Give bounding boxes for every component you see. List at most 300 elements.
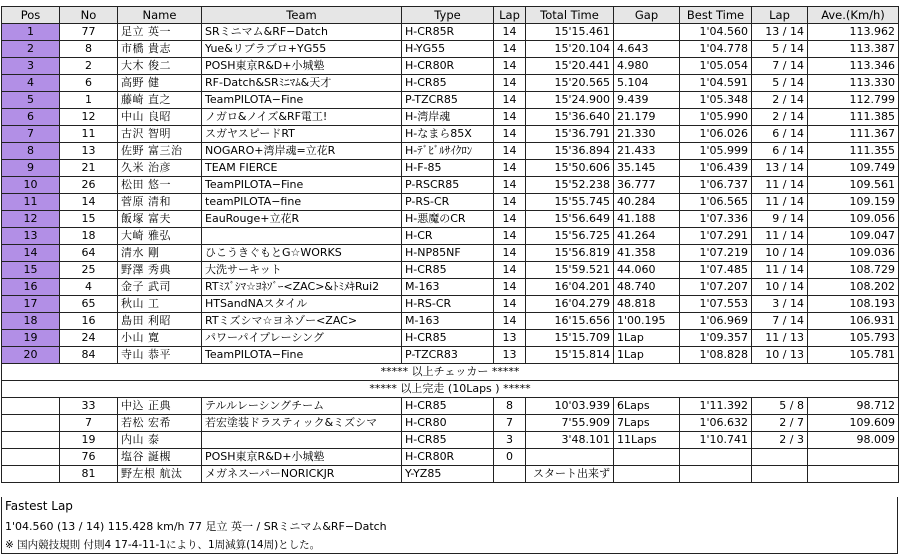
result-row	[2, 466, 899, 483]
cell-best-lap: 2 / 3	[752, 432, 808, 449]
cell-average-speed: 109.056	[808, 211, 899, 228]
cell-total-time: 15'56.725	[526, 228, 614, 245]
cell-average-speed: 109.609	[808, 415, 899, 432]
cell-name: 小山 寛	[118, 330, 202, 347]
cell-total-time: 15'52.238	[526, 177, 614, 194]
result-row	[2, 313, 899, 330]
cell-gap	[614, 24, 680, 41]
cell-best-time: 1'06.737	[680, 177, 752, 194]
cell-name: 中山 良昭	[118, 109, 202, 126]
checker-note-row	[2, 364, 899, 381]
cell-total-time: 15'36.640	[526, 109, 614, 126]
cell-no: 14	[60, 194, 118, 211]
cell-best-lap: 10 / 14	[752, 279, 808, 296]
cell-best-lap: 11 / 14	[752, 228, 808, 245]
cell-name: 藤崎 直之	[118, 92, 202, 109]
col-type: Type	[402, 7, 494, 24]
result-row	[2, 58, 899, 75]
cell-name: 高野 健	[118, 75, 202, 92]
cell-lap: 14	[494, 75, 526, 92]
cell-type: H-CR	[402, 228, 494, 245]
cell-lap: 14	[494, 245, 526, 262]
cell-best-lap: 10 / 13	[752, 347, 808, 364]
cell-pos: 3	[2, 58, 60, 75]
cell-total-time: 15'24.900	[526, 92, 614, 109]
cell-total-time: 15'59.521	[526, 262, 614, 279]
cell-gap: 1'00.195	[614, 313, 680, 330]
fastest-lap-detail: 1'04.560 (13 / 14) 115.428 km/h 77 足立 英一 / SRミニマム&RF−Datch	[5, 520, 387, 533]
cell-pos	[2, 466, 60, 483]
cell-type: H-悪魔のCR	[402, 211, 494, 228]
cell-type: H-ﾃﾞﾋﾞﾙｻｲｸﾛﾝ	[402, 143, 494, 160]
cell-lap: 14	[494, 58, 526, 75]
cell-lap: 14	[494, 126, 526, 143]
cell-lap: 14	[494, 160, 526, 177]
result-row	[2, 24, 899, 41]
cell-lap: 14	[494, 262, 526, 279]
cell-lap: 8	[494, 398, 526, 415]
col-lap: Lap	[494, 7, 526, 24]
results-table	[1, 6, 899, 483]
cell-average-speed: 113.962	[808, 24, 899, 41]
cell-pos: 14	[2, 245, 60, 262]
cell-lap: 14	[494, 143, 526, 160]
cell-average-speed: 109.561	[808, 177, 899, 194]
cell-no: 64	[60, 245, 118, 262]
cell-pos: 13	[2, 228, 60, 245]
cell-team: NOGARO+湾岸魂=立花R	[202, 143, 402, 160]
cell-best-lap: 5 / 14	[752, 41, 808, 58]
cell-gap: 21.433	[614, 143, 680, 160]
cell-type: H-CR80R	[402, 58, 494, 75]
cell-pos: 4	[2, 75, 60, 92]
cell-no: 7	[60, 415, 118, 432]
cell-lap: 14	[494, 24, 526, 41]
cell-total-time: 16'04.279	[526, 296, 614, 313]
result-row	[2, 228, 899, 245]
cell-average-speed: 109.749	[808, 160, 899, 177]
cell-lap: 13	[494, 347, 526, 364]
cell-type: H-RS-CR	[402, 296, 494, 313]
cell-best-lap: 9 / 14	[752, 211, 808, 228]
cell-pos: 10	[2, 177, 60, 194]
cell-best-time: 1'07.207	[680, 279, 752, 296]
cell-lap: 14	[494, 109, 526, 126]
result-row	[2, 347, 899, 364]
cell-gap: 1Lap	[614, 347, 680, 364]
cell-total-time: 7'55.909	[526, 415, 614, 432]
cell-type: P-RSCR85	[402, 177, 494, 194]
cell-type: H-CR85	[402, 432, 494, 449]
cell-name: 飯塚 富夫	[118, 211, 202, 228]
result-row	[2, 330, 899, 347]
cell-lap: 13	[494, 330, 526, 347]
cell-team: EauRouge+立花R	[202, 211, 402, 228]
result-row	[2, 211, 899, 228]
cell-team: TeamPILOTA−Fine	[202, 177, 402, 194]
cell-no: 18	[60, 228, 118, 245]
cell-name: 野澤 秀典	[118, 262, 202, 279]
cell-team: 大洗サーキット	[202, 262, 402, 279]
cell-best-time: 1'06.565	[680, 194, 752, 211]
cell-team: スガヤスピードRT	[202, 126, 402, 143]
cell-total-time: 15'56.819	[526, 245, 614, 262]
cell-best-lap: 5 / 14	[752, 75, 808, 92]
cell-pos: 17	[2, 296, 60, 313]
cell-no: 16	[60, 313, 118, 330]
cell-lap	[494, 466, 526, 483]
cell-pos: 11	[2, 194, 60, 211]
result-row	[2, 296, 899, 313]
cell-gap: 40.284	[614, 194, 680, 211]
cell-pos: 12	[2, 211, 60, 228]
cell-name: 寺山 恭平	[118, 347, 202, 364]
cell-best-time: 1'07.336	[680, 211, 752, 228]
cell-best-time: 1'05.990	[680, 109, 752, 126]
cell-name: 大崎 雅弘	[118, 228, 202, 245]
col-best-time: Best Time	[680, 7, 752, 24]
header-row	[2, 7, 899, 24]
cell-average-speed: 113.387	[808, 41, 899, 58]
cell-team: HTSandNAスタイル	[202, 296, 402, 313]
cell-gap: 7Laps	[614, 415, 680, 432]
result-row	[2, 109, 899, 126]
cell-best-time: 1'04.778	[680, 41, 752, 58]
cell-team	[202, 432, 402, 449]
cell-total-time: 15'50.606	[526, 160, 614, 177]
cell-team: RTミズシマ☆ヨネゾー<ZAC>	[202, 313, 402, 330]
cell-average-speed: 111.385	[808, 109, 899, 126]
cell-no: 24	[60, 330, 118, 347]
cell-total-time: 3'48.101	[526, 432, 614, 449]
cell-no: 81	[60, 466, 118, 483]
cell-best-time	[680, 449, 752, 466]
cell-total-time: 15'15.814	[526, 347, 614, 364]
cell-best-lap: 10 / 14	[752, 245, 808, 262]
cell-best-time	[680, 466, 752, 483]
cell-team: ひこうきぐもとG☆WORKS	[202, 245, 402, 262]
cell-team: POSH東京R&D+小城塾	[202, 58, 402, 75]
cell-best-time: 1'07.485	[680, 262, 752, 279]
cell-type: H-CR80R	[402, 449, 494, 466]
cell-team: TeamPILOTA−Fine	[202, 92, 402, 109]
cell-average-speed: 98.009	[808, 432, 899, 449]
cell-type: H-F-85	[402, 160, 494, 177]
cell-no: 19	[60, 432, 118, 449]
cell-no: 65	[60, 296, 118, 313]
cell-average-speed: 109.047	[808, 228, 899, 245]
notes	[2, 364, 899, 398]
cell-pos: 7	[2, 126, 60, 143]
cell-gap: 5.104	[614, 75, 680, 92]
cell-average-speed: 105.793	[808, 330, 899, 347]
cell-type: H-CR85	[402, 75, 494, 92]
cell-no: 4	[60, 279, 118, 296]
cell-no: 26	[60, 177, 118, 194]
cell-team: 若宏塗装ドラスティック&ミズシマ	[202, 415, 402, 432]
cell-total-time: スタート出来ず	[526, 466, 614, 483]
cell-lap: 0	[494, 449, 526, 466]
cell-pos: 19	[2, 330, 60, 347]
cell-pos: 1	[2, 24, 60, 41]
cell-name: 若松 宏希	[118, 415, 202, 432]
cell-type: P-TZCR85	[402, 92, 494, 109]
cell-gap: 11Laps	[614, 432, 680, 449]
cell-type: M-163	[402, 313, 494, 330]
cell-type: H-CR85	[402, 398, 494, 415]
cell-gap	[614, 449, 680, 466]
cell-pos	[2, 432, 60, 449]
cell-team: Yue&リブラブロ+YG55	[202, 41, 402, 58]
cell-gap: 48.740	[614, 279, 680, 296]
cell-name: 菅原 清和	[118, 194, 202, 211]
fastest-lap-title: Fastest Lap	[5, 499, 73, 513]
cell-total-time: 15'36.791	[526, 126, 614, 143]
cell-best-lap: 7 / 14	[752, 313, 808, 330]
cell-gap: 21.179	[614, 109, 680, 126]
cell-no: 33	[60, 398, 118, 415]
cell-total-time: 15'15.709	[526, 330, 614, 347]
col-no: No	[60, 7, 118, 24]
cell-total-time: 16'15.656	[526, 313, 614, 330]
cell-best-time: 1'08.828	[680, 347, 752, 364]
cell-total-time: 15'36.894	[526, 143, 614, 160]
cell-name: 内山 泰	[118, 432, 202, 449]
cell-best-lap: 7 / 14	[752, 58, 808, 75]
cell-team: メガネスーパーNORICKJR	[202, 466, 402, 483]
cell-best-lap: 11 / 14	[752, 177, 808, 194]
cell-lap: 14	[494, 41, 526, 58]
cell-best-time: 1'06.969	[680, 313, 752, 330]
cell-team: ノガロ&ノイズ&RF電工!	[202, 109, 402, 126]
cell-total-time	[526, 449, 614, 466]
cell-pos: 2	[2, 41, 60, 58]
cell-best-time: 1'05.348	[680, 92, 752, 109]
cell-average-speed: 108.202	[808, 279, 899, 296]
cell-lap: 7	[494, 415, 526, 432]
cell-type: P-RS-CR	[402, 194, 494, 211]
cell-lap: 3	[494, 432, 526, 449]
cell-gap: 21.330	[614, 126, 680, 143]
cell-type: H-CR85R	[402, 24, 494, 41]
cell-best-time: 1'09.357	[680, 330, 752, 347]
cell-team	[202, 228, 402, 245]
cell-average-speed: 113.346	[808, 58, 899, 75]
cell-name: 佐野 富三治	[118, 143, 202, 160]
cell-gap: 35.145	[614, 160, 680, 177]
cell-team: TEAM FIERCE	[202, 160, 402, 177]
cell-name: 市橋 貴志	[118, 41, 202, 58]
cell-no: 13	[60, 143, 118, 160]
unclassified-rows	[2, 398, 899, 483]
cell-no: 15	[60, 211, 118, 228]
col-gap: Gap	[614, 7, 680, 24]
cell-pos: 20	[2, 347, 60, 364]
result-row	[2, 177, 899, 194]
cell-pos	[2, 449, 60, 466]
col-average-speed: Ave.(Km/h)	[808, 7, 899, 24]
cell-name: 野左根 航汰	[118, 466, 202, 483]
cell-type: P-TZCR83	[402, 347, 494, 364]
cell-best-time: 1'10.741	[680, 432, 752, 449]
cell-type: M-163	[402, 279, 494, 296]
cell-type: H-なまら85X	[402, 126, 494, 143]
cell-average-speed: 112.799	[808, 92, 899, 109]
cell-gap: 36.777	[614, 177, 680, 194]
cell-lap: 14	[494, 177, 526, 194]
cell-name: 秋山 工	[118, 296, 202, 313]
cell-gap	[614, 466, 680, 483]
cell-total-time: 15'56.649	[526, 211, 614, 228]
cell-best-lap	[752, 466, 808, 483]
result-row	[2, 432, 899, 449]
cell-best-lap: 13 / 14	[752, 160, 808, 177]
result-row	[2, 92, 899, 109]
cell-total-time: 15'20.441	[526, 58, 614, 75]
finish-note-row	[2, 381, 899, 398]
cell-best-lap	[752, 449, 808, 466]
cell-type: Y-YZ85	[402, 466, 494, 483]
cell-lap: 14	[494, 194, 526, 211]
result-row	[2, 160, 899, 177]
result-row	[2, 126, 899, 143]
cell-no: 6	[60, 75, 118, 92]
cell-average-speed: 109.036	[808, 245, 899, 262]
cell-type: H-YG55	[402, 41, 494, 58]
cell-gap: 1Lap	[614, 330, 680, 347]
result-row	[2, 262, 899, 279]
cell-best-lap: 3 / 14	[752, 296, 808, 313]
cell-best-lap: 6 / 14	[752, 126, 808, 143]
cell-lap: 14	[494, 313, 526, 330]
cell-average-speed	[808, 449, 899, 466]
result-row	[2, 415, 899, 432]
cell-total-time: 16'04.201	[526, 279, 614, 296]
cell-average-speed	[808, 466, 899, 483]
cell-pos: 16	[2, 279, 60, 296]
cell-best-time: 1'11.392	[680, 398, 752, 415]
col-best-lap: Lap	[752, 7, 808, 24]
cell-team: テルルレーシングチーム	[202, 398, 402, 415]
cell-type: H-CR80	[402, 415, 494, 432]
cell-name: 松田 悠一	[118, 177, 202, 194]
cell-gap: 9.439	[614, 92, 680, 109]
cell-best-time: 1'05.999	[680, 143, 752, 160]
cell-team: パワーパイプレーシング	[202, 330, 402, 347]
cell-lap: 14	[494, 296, 526, 313]
cell-pos: 6	[2, 109, 60, 126]
cell-type: H-NP85NF	[402, 245, 494, 262]
cell-best-lap: 5 / 8	[752, 398, 808, 415]
cell-total-time: 15'15.461	[526, 24, 614, 41]
cell-pos: 18	[2, 313, 60, 330]
cell-name: 中込 正典	[118, 398, 202, 415]
cell-total-time: 15'20.104	[526, 41, 614, 58]
cell-name: 島田 利昭	[118, 313, 202, 330]
result-row	[2, 449, 899, 466]
cell-gap: 44.060	[614, 262, 680, 279]
cell-team: TeamPILOTA−Fine	[202, 347, 402, 364]
fastest-lap-box	[1, 497, 898, 554]
cell-pos: 5	[2, 92, 60, 109]
cell-name: 清水 剛	[118, 245, 202, 262]
cell-no: 2	[60, 58, 118, 75]
cell-name: 古沢 智明	[118, 126, 202, 143]
cell-average-speed: 105.781	[808, 347, 899, 364]
cell-name: 金子 武司	[118, 279, 202, 296]
cell-average-speed: 109.159	[808, 194, 899, 211]
cell-type: H-CR85	[402, 330, 494, 347]
cell-no: 12	[60, 109, 118, 126]
cell-best-lap: 11 / 14	[752, 194, 808, 211]
cell-pos: 15	[2, 262, 60, 279]
cell-total-time: 10'03.939	[526, 398, 614, 415]
cell-no: 76	[60, 449, 118, 466]
cell-pos: 8	[2, 143, 60, 160]
cell-name: 塩谷 誕槻	[118, 449, 202, 466]
cell-best-lap: 2 / 14	[752, 109, 808, 126]
cell-average-speed: 108.729	[808, 262, 899, 279]
cell-average-speed: 106.931	[808, 313, 899, 330]
finish-note: ***** 以上完走 (10Laps ) *****	[2, 381, 899, 398]
cell-no: 8	[60, 41, 118, 58]
result-row	[2, 194, 899, 211]
cell-gap: 48.818	[614, 296, 680, 313]
cell-team: RTﾐｽﾞｼﾏ☆ﾖﾈｿﾞｰ<ZAC>&ﾄﾐﾒｷRui2	[202, 279, 402, 296]
result-row	[2, 143, 899, 160]
cell-best-lap: 2 / 7	[752, 415, 808, 432]
col-pos: Pos	[2, 7, 60, 24]
col-total-time: Total Time	[526, 7, 614, 24]
cell-best-lap: 11 / 13	[752, 330, 808, 347]
cell-type: H-CR85	[402, 262, 494, 279]
cell-best-time: 1'07.553	[680, 296, 752, 313]
cell-gap: 4.980	[614, 58, 680, 75]
cell-best-lap: 6 / 14	[752, 143, 808, 160]
cell-no: 25	[60, 262, 118, 279]
cell-type: H-湾岸魂	[402, 109, 494, 126]
cell-lap: 14	[494, 92, 526, 109]
cell-average-speed: 111.355	[808, 143, 899, 160]
cell-best-lap: 2 / 14	[752, 92, 808, 109]
cell-gap: 41.264	[614, 228, 680, 245]
cell-no: 11	[60, 126, 118, 143]
cell-no: 84	[60, 347, 118, 364]
cell-name: 久米 治彦	[118, 160, 202, 177]
cell-pos: 9	[2, 160, 60, 177]
cell-team: SRミニマム&RF−Datch	[202, 24, 402, 41]
cell-lap: 14	[494, 228, 526, 245]
classified-rows	[2, 24, 899, 364]
cell-best-time: 1'07.219	[680, 245, 752, 262]
cell-lap: 14	[494, 279, 526, 296]
cell-name: 大木 俊二	[118, 58, 202, 75]
col-name: Name	[118, 7, 202, 24]
result-row	[2, 41, 899, 58]
cell-name: 足立 英一	[118, 24, 202, 41]
cell-best-time: 1'06.439	[680, 160, 752, 177]
cell-average-speed: 98.712	[808, 398, 899, 415]
result-row	[2, 279, 899, 296]
cell-team: teamPILOTA−fine	[202, 194, 402, 211]
cell-pos	[2, 398, 60, 415]
cell-lap: 14	[494, 211, 526, 228]
result-row	[2, 398, 899, 415]
checker-note: ***** 以上チェッカー *****	[2, 364, 899, 381]
cell-team: POSH東京R&D+小城塾	[202, 449, 402, 466]
cell-team: RF-Datch&SRﾐﾆﾏﾑ&天才	[202, 75, 402, 92]
result-row	[2, 245, 899, 262]
